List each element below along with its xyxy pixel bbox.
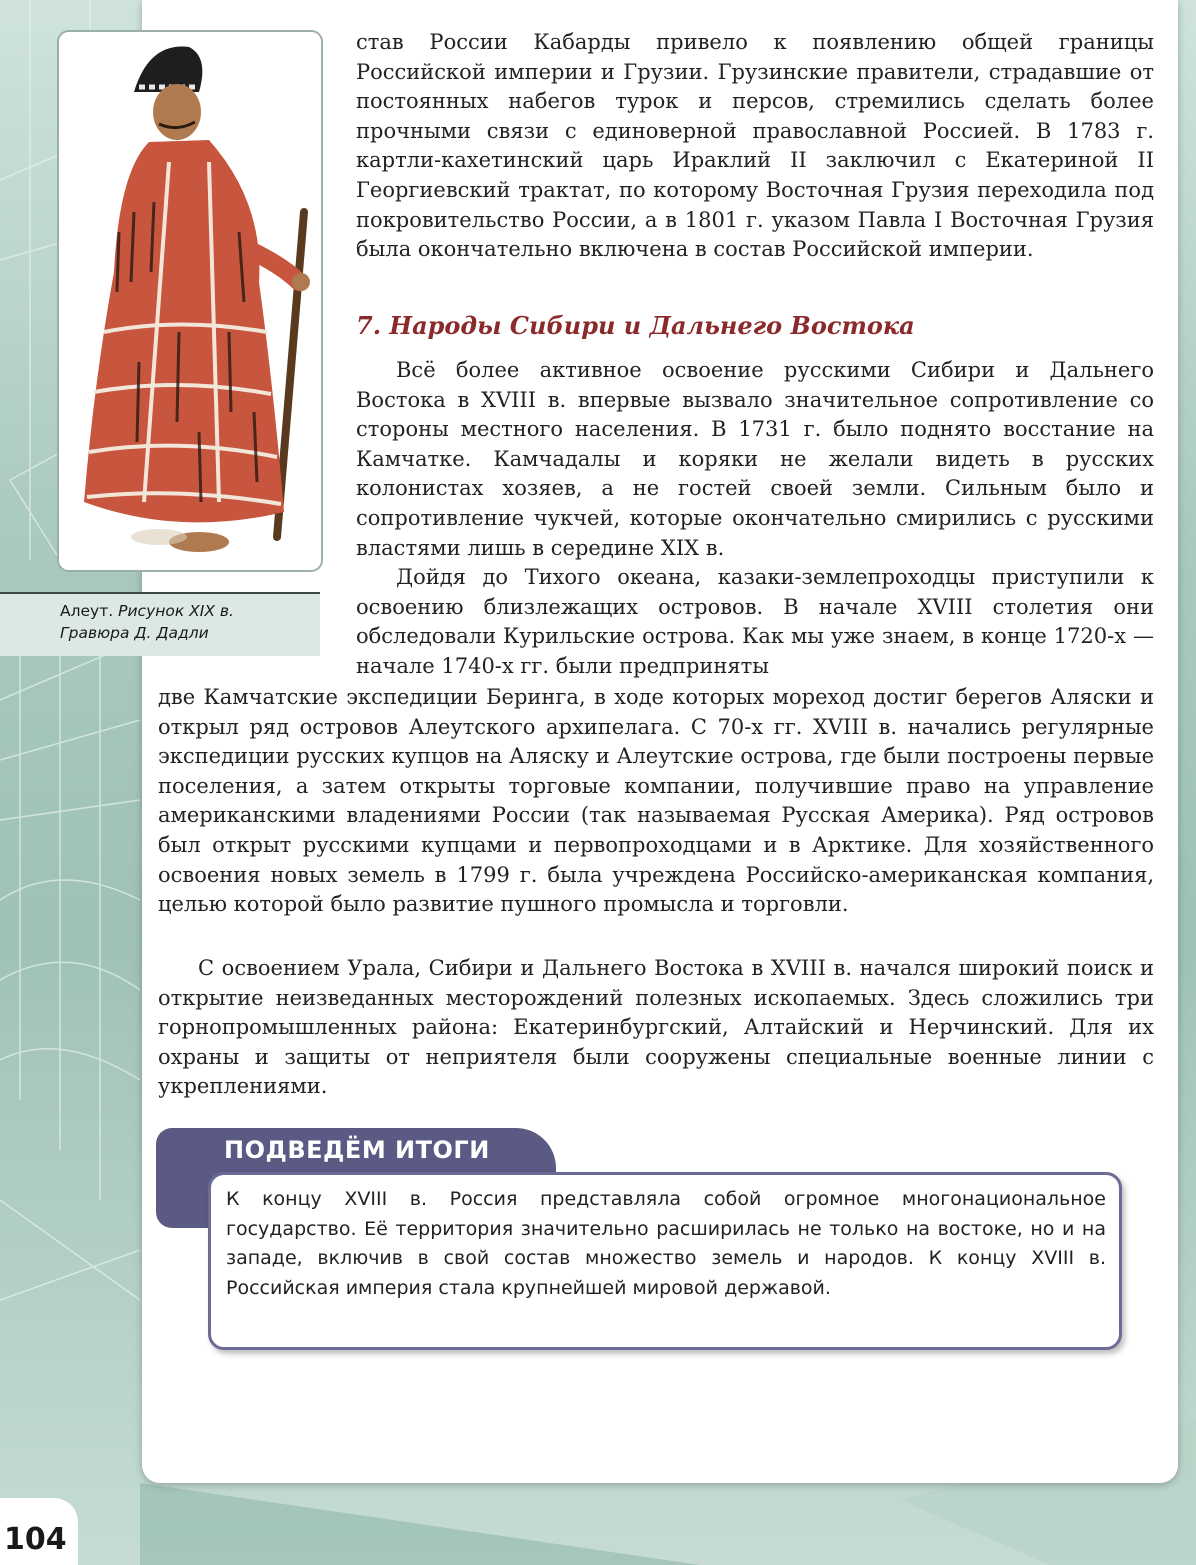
body-text-bottom [158,954,1154,1102]
caption-plain: Алеут. [60,602,114,620]
paragraph-4: С освоением Урала, Сибири и Дальнего Востока в XVIII в. начался широкий поиск и открытие неизведанных месторождений полезных ископаемых. Здесь сложились три горнопромышленных района: Екатеринбургский, Алтайский и Нерчинский. Для их охраны и защиты от неприятеля были сооружены специальные военные линии с укреплениями. [158,956,1154,1099]
figure-caption [60,600,320,644]
paragraph-3-end: две Камчатские экспедиции Беринга, в ходе которых мореход достиг берегов Аляски и открыл ряд островов Алеутского архипелага. С 70-х гг. XVIII в. начались регулярные экспедиции русских купцов на Аляску и Алеутские острова, где были построены первые поселения, а затем открыты торговые компании, получившие право на управление американскими владениями России (так называемая Русская Америка). Ряд островов был открыт русскими купцами и первопроходцами и в Арктике. Для хозяйственного освоения новых земель в 1799 г. была учреждена Российско-американская компания, целью которой было развитие пушного промысла и торговли. [158,685,1154,917]
body-text-middle [356,356,1154,682]
body-text-top [356,28,1154,265]
paragraph-1: став России Кабарды привело к появлению общей границы Российской империи и Грузии. Грузинские правители, страдавшие от постоянных набегов турок и персов, стремились сделать более прочными связи с единоверной православной Россией. В 1783 г. картли-кахетинский царь Ираклий II заключил с Екатериной II Георгиевский трактат, по которому Восточная Грузия переходила под покровительство России, а в 1801 г. указом Павла I Восточная Грузия была окончательно включена в состав Российской империи. [356,30,1154,262]
caption-italic-1: Рисунок XIX в. [118,602,234,620]
paragraph-3-start: Дойдя до Тихого океана, казаки-землепроходцы приступили к освоению близлежащих островов. В начале XVIII столетия они обследовали Курильские острова. Как мы уже знаем, в конце 1720-х — начале 1740-х гг. были предприняты [356,565,1154,678]
paragraph-2: Всё более активное освоение русскими Сибири и Дальнего Востока в XVIII в. впервые вызвало значительное сопротивление со стороны местного населения. В 1731 г. было поднято восстание на Камчатке. Камчадалы и коряки не желали видеть в русских колонистах хозяев, а не гостей своей земли. Сильным было и сопротивление чукчей, которые окончательно смирились с русскими властями лишь в середине XIX в. [356,358,1154,560]
body-text-wide [158,683,1154,920]
page-number: 104 [4,1522,67,1557]
caption-italic-2: Гравюра Д. Дадли [60,624,209,642]
section-heading: 7. Народы Сибири и Дальнего Востока [356,311,915,340]
aleut-figure-drawing [59,32,321,570]
summary-text: К концу XVIII в. Россия представляла собой огромное многонациональное государство. Её территория значительно расширилась не только на востоке, но и на западе, включив в свой состав множество земель и народов. К концу XVIII в. Российская империя стала крупнейшей мировой державой. [226,1188,1106,1299]
summary-title: ПОДВЕДЁМ ИТОГИ [224,1136,490,1164]
illustration-aleut [57,30,323,572]
